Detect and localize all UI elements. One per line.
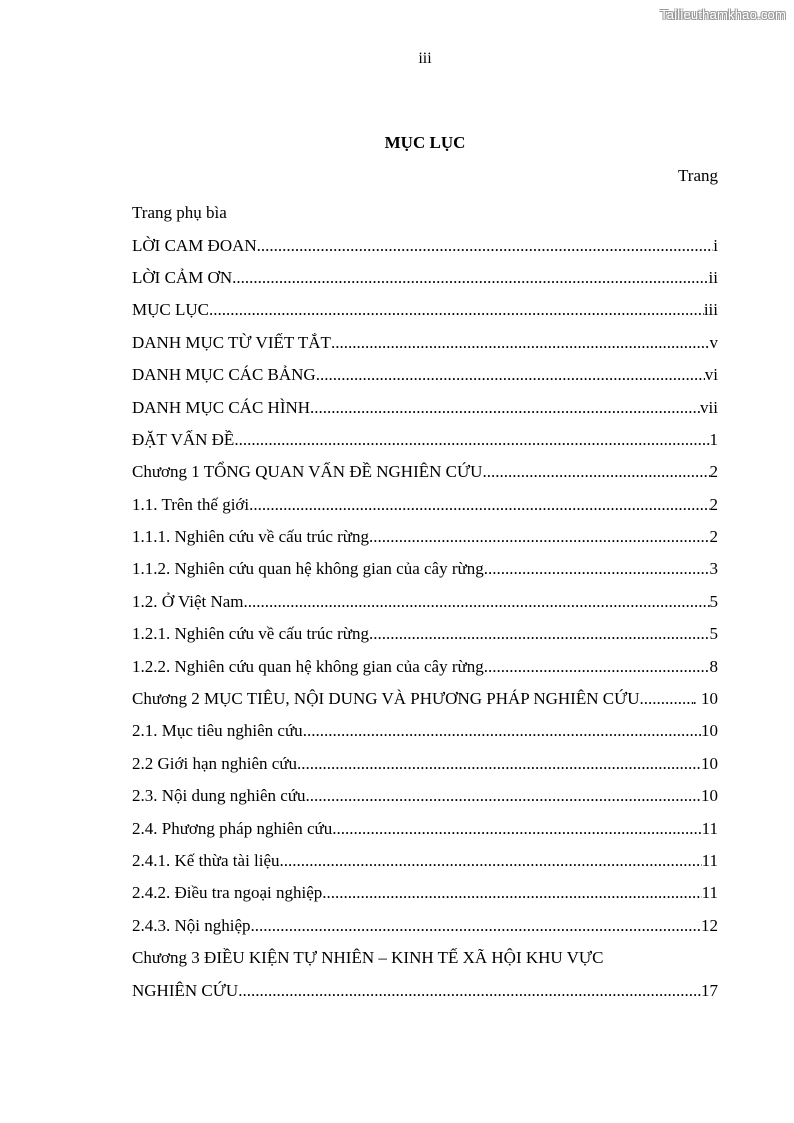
toc-entry-label: 2.2 Giới hạn nghiên cứu — [132, 753, 298, 773]
toc-entry-label: 2.4.2. Điều tra ngoại nghiệp — [132, 883, 323, 903]
toc-entry-page: 3 — [709, 559, 718, 579]
toc-entry — [132, 489, 718, 521]
toc-entry-label: ĐẶT VẤN ĐỀ — [132, 429, 235, 449]
toc-entry-page: 5 — [709, 624, 718, 644]
toc-entry-label: DANH MỤC CÁC BẢNG — [132, 365, 316, 385]
page-title: MỤC LỤC — [384, 133, 466, 152]
toc-entry-label: MỤC LỤC — [132, 300, 209, 320]
toc-entry — [132, 553, 718, 585]
toc-entry — [132, 942, 718, 974]
page-column-label: Trang — [678, 166, 718, 185]
toc-entry-page: 5 — [709, 591, 718, 611]
toc-entry — [132, 715, 718, 747]
toc-leader-dots — [238, 981, 701, 1001]
toc-leader-dots — [297, 754, 701, 774]
toc-entry — [132, 650, 718, 682]
table-of-contents — [132, 197, 718, 1007]
toc-entry — [132, 618, 718, 650]
toc-leader-dots — [640, 689, 693, 709]
toc-leader-dots — [484, 559, 710, 579]
toc-entry-page: 12 — [701, 915, 718, 935]
toc-entry-page: 17 — [701, 980, 718, 1000]
toc-entry-page: 2 — [709, 527, 718, 547]
toc-leader-dots — [249, 495, 709, 515]
toc-entry — [132, 586, 718, 618]
toc-entry — [132, 910, 718, 942]
toc-leader-dots — [232, 268, 708, 288]
toc-entry-label: 1.1. Trên thế giới — [132, 494, 250, 514]
toc-leader-dots — [306, 786, 701, 806]
toc-entry — [132, 197, 718, 229]
toc-entry-page: 11 — [701, 851, 718, 870]
toc-entry-page: vii — [700, 397, 718, 417]
toc-entry-label: 1.1.1. Nghiên cứu về cấu trúc rừng — [132, 527, 369, 547]
toc-entry-label: Chương 3 ĐIỀU KIỆN TỰ NHIÊN – KINH TẾ XÃ HỘI KHU VỰC — [132, 948, 604, 968]
toc-entry — [132, 845, 718, 877]
toc-entry-label: 2.4. Phương pháp nghiên cứu — [132, 818, 333, 838]
toc-entry-label: 2.4.3. Nội nghiệp — [132, 915, 251, 935]
toc-entry-page: 2 — [709, 462, 718, 482]
toc-entry — [132, 456, 718, 488]
toc-entry-label: 2.1. Mục tiêu nghiên cứu — [132, 721, 303, 741]
toc-entry-page: 11 — [701, 883, 718, 903]
toc-entry — [132, 294, 718, 326]
toc-entry-page: . 10 — [692, 689, 718, 709]
toc-entry — [132, 521, 718, 553]
toc-leader-dots — [484, 657, 710, 677]
toc-entry-page: 10 — [701, 786, 718, 806]
toc-leader-dots — [482, 462, 709, 482]
toc-entry — [132, 780, 718, 812]
toc-entry — [132, 877, 718, 909]
toc-leader-dots — [331, 333, 710, 353]
toc-entry-label: NGHIÊN CỨU — [132, 980, 239, 1000]
toc-entry-label: 2.3. Nội dung nghiên cứu — [132, 786, 306, 806]
toc-entry-label: 1.1.2. Nghiên cứu quan hệ không gian của cây rừng — [132, 559, 484, 579]
toc-entry — [132, 748, 718, 780]
toc-entry-page: ii — [708, 267, 718, 287]
toc-leader-dots — [234, 430, 709, 450]
toc-entry-page: 10 — [701, 721, 718, 741]
toc-entry-page: 1 — [709, 429, 718, 449]
toc-entry-page: vi — [704, 365, 718, 385]
toc-leader-dots — [322, 883, 701, 903]
toc-leader-dots — [369, 527, 710, 547]
toc-entry — [132, 359, 718, 391]
toc-entry-label: 1.2.1. Nghiên cứu về cấu trúc rừng — [132, 624, 369, 644]
toc-leader-dots — [310, 398, 700, 418]
toc-entry-label: DANH MỤC CÁC HÌNH — [132, 397, 311, 417]
toc-entry-page: 8 — [709, 656, 718, 676]
toc-entry-page: i — [713, 235, 718, 255]
toc-entry-label: 1.2.2. Nghiên cứu quan hệ không gian của cây rừng — [132, 656, 484, 676]
watermark: Tailieuthamkhao.com — [660, 7, 786, 22]
toc-entry-label: Trang phụ bìa — [132, 203, 227, 223]
toc-entry-page: 2 — [709, 494, 718, 514]
toc-entry-label: LỜI CAM ĐOAN — [132, 235, 257, 255]
toc-leader-dots — [257, 236, 714, 256]
toc-entry-label: LỜI CẢM ƠN — [132, 267, 233, 287]
toc-entry — [132, 683, 718, 715]
toc-leader-dots — [316, 365, 705, 385]
toc-entry-label: Chương 1 TỔNG QUAN VẤN ĐỀ NGHIÊN CỨU — [132, 462, 483, 482]
toc-leader-dots — [369, 624, 710, 644]
toc-leader-dots — [209, 300, 704, 320]
toc-entry-label: Chương 2 MỤC TIÊU, NỘI DUNG VÀ PHƯƠNG PHÁP NGHIÊN CỨU — [132, 689, 640, 709]
toc-entry — [132, 229, 718, 261]
toc-entry — [132, 327, 718, 359]
toc-leader-dots — [251, 916, 701, 936]
toc-entry-page: v — [709, 332, 718, 352]
toc-leader-dots — [244, 592, 710, 612]
toc-entry — [132, 424, 718, 456]
toc-entry — [132, 812, 718, 844]
toc-entry-label: 1.2. Ở Việt Nam — [132, 591, 244, 611]
toc-entry — [132, 391, 718, 423]
toc-leader-dots — [332, 819, 701, 839]
toc-entry-page: iii — [703, 300, 718, 320]
toc-entry-page: 10 — [701, 753, 718, 773]
toc-entry-label: DANH MỤC TỪ VIẾT TẮT — [132, 332, 331, 352]
toc-entry — [132, 262, 718, 294]
toc-entry — [132, 974, 718, 1006]
toc-leader-dots — [303, 721, 701, 741]
toc-entry-label: 2.4.1. Kế thừa tài liệu — [132, 851, 280, 870]
toc-entry-page: 11 — [701, 818, 718, 838]
toc-leader-dots — [280, 851, 702, 871]
page-number: iii — [418, 50, 432, 67]
